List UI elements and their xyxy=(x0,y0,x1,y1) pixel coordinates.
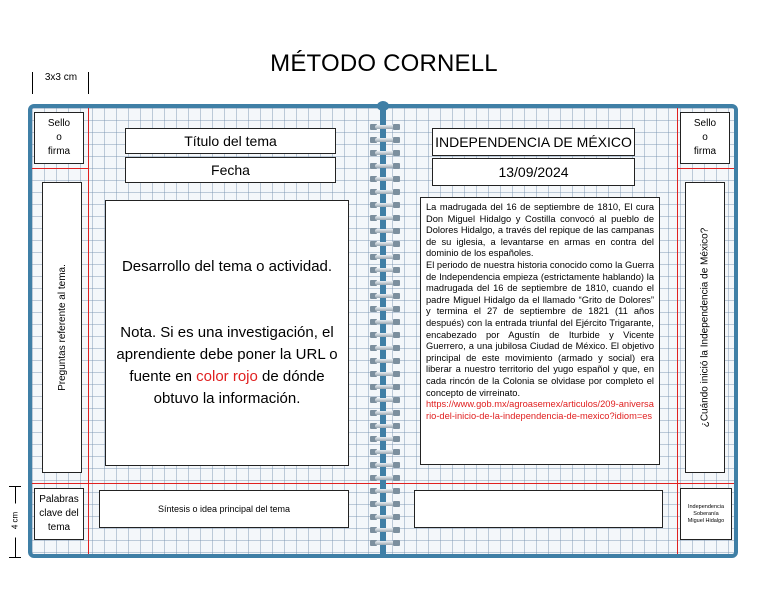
spiral-ring xyxy=(370,462,400,468)
spiral-ring xyxy=(370,150,400,156)
spiral-ring xyxy=(370,189,400,195)
left-notes-instruction xyxy=(106,322,348,410)
spiral-ring xyxy=(370,215,400,221)
right-seal-box xyxy=(680,112,730,164)
spiral-ring xyxy=(370,384,400,390)
spiral-ring xyxy=(370,228,400,234)
left-seal-line-1: Sello xyxy=(47,118,71,129)
right-date: 13/09/2024 xyxy=(498,164,569,180)
left-date: Fecha xyxy=(211,162,250,178)
right-question-text: ¿Cuándo inició la Independencia de México? xyxy=(699,227,711,428)
left-topic-title-box xyxy=(125,128,336,154)
right-seal-line-3: firma xyxy=(693,146,717,157)
left-margin-line xyxy=(88,108,89,554)
spiral-ring xyxy=(370,475,400,481)
right-margin-line xyxy=(677,108,678,554)
right-keywords-box xyxy=(680,488,732,540)
page-title: MÉTODO CORNELL xyxy=(270,50,498,77)
spiral-ring xyxy=(370,345,400,351)
left-keyword-1: Palabras xyxy=(39,494,79,505)
spiral-ring xyxy=(370,527,400,533)
spiral-ring xyxy=(370,332,400,338)
spiral-ring xyxy=(370,176,400,182)
spiral-ring xyxy=(370,254,400,260)
summary-height-marker xyxy=(4,486,26,558)
spiral-ring xyxy=(370,436,400,442)
spiral-ring xyxy=(370,358,400,364)
left-date-box xyxy=(125,157,336,183)
left-notes-heading: Desarrollo del tema o actividad. xyxy=(121,258,333,275)
seal-size-marker xyxy=(30,66,90,96)
right-keyword-2: Soberanía xyxy=(693,510,719,517)
spiral-ring xyxy=(370,449,400,455)
spiral-ring xyxy=(370,410,400,416)
left-summary-text: Síntesis o idea principal del tema xyxy=(157,504,291,514)
left-seal-box xyxy=(34,112,84,164)
right-summary-divider xyxy=(386,483,734,484)
right-date-box xyxy=(432,158,635,186)
right-topic-title-box xyxy=(432,128,635,156)
spiral-ring xyxy=(370,371,400,377)
article-paragraph-2: El periodo de nuestra historia conocido como la Guerra de Independencia empieza (estrictamente hablando) la madrugada del 16 de septiembre de 1810, cuando el padre Miguel Hidalgo da el llamado “Grito de Dolores” y termina el 27 de septiembre de 1821 (11 años después) con la entrada triunfal del Ejército Trigarante, encabezado por Agustín de Iturbide y Vicente Guerrero, a una jubilosa Ciudad de México. El objetivo principal de este movimiento (armado y social) era liberar a nuestro territorio del yugo español y que, en cada rincón de la Colonia se olvidase por completo el concepto de virreinato. xyxy=(426,259,654,398)
right-seal-line-1: Sello xyxy=(693,118,717,129)
right-seal-line-2: o xyxy=(702,132,708,143)
left-notes-box xyxy=(105,200,349,466)
right-keyword-3: Miguel Hidalgo xyxy=(687,517,725,524)
left-keyword-2: clave del xyxy=(39,508,79,519)
left-note-before: Nota. Si es una investigación, el aprendiente debe poner la URL o fuente en xyxy=(116,324,338,385)
spine-top-cap xyxy=(377,101,389,111)
left-keyword-3: tema xyxy=(47,522,71,533)
spiral-ring xyxy=(370,163,400,169)
spiral-ring xyxy=(370,241,400,247)
right-questions-box xyxy=(685,182,725,473)
right-topic-title: INDEPENDENCIA DE MÉXICO xyxy=(435,134,632,150)
left-summary-divider xyxy=(32,483,380,484)
left-keywords-box xyxy=(34,488,84,540)
spiral-ring xyxy=(370,124,400,130)
spiral-ring xyxy=(370,423,400,429)
left-seal-divider xyxy=(32,168,88,169)
spiral-ring xyxy=(370,267,400,273)
spiral-ring xyxy=(370,488,400,494)
seal-size-label: 3x3 cm xyxy=(44,72,78,83)
left-questions-box xyxy=(42,182,82,473)
spiral-ring xyxy=(370,293,400,299)
left-note-after: de dónde obtuvo la información. xyxy=(153,368,325,407)
spiral-ring xyxy=(370,137,400,143)
right-summary-box xyxy=(414,490,663,528)
spiral-ring xyxy=(370,319,400,325)
left-note-red: color rojo xyxy=(196,368,258,385)
left-summary-box xyxy=(99,490,349,528)
spiral-ring xyxy=(370,514,400,520)
spiral-ring xyxy=(370,397,400,403)
spiral-ring xyxy=(370,280,400,286)
left-questions-text: Preguntas referente al tema. xyxy=(56,264,68,391)
left-topic-title: Título del tema xyxy=(184,133,277,149)
article-paragraph-1: La madrugada del 16 de septiembre de 1810, El cura Don Miguel Hidalgo y Costilla convocó al pueblo de Dolores Hidalgo, a través del repique de las campanas de su iglesia, a levantarse en armas en contra del dominio de los españoles. xyxy=(426,202,654,259)
right-keyword-1: Independencia xyxy=(687,503,725,510)
spiral-ring xyxy=(370,202,400,208)
source-link[interactable]: https://www.gob.mx/agroasemex/articulos/209-aniversario-del-inicio-de-la-independencia-de-mexico?idiom=es xyxy=(426,399,654,421)
left-seal-line-3: firma xyxy=(47,146,71,157)
spiral-ring xyxy=(370,540,400,546)
right-seal-divider xyxy=(677,168,734,169)
spiral-ring xyxy=(370,306,400,312)
spiral-ring xyxy=(370,501,400,507)
left-seal-line-2: o xyxy=(56,132,62,143)
summary-height-label: 4 cm xyxy=(11,504,20,538)
right-notes-box xyxy=(420,197,660,465)
